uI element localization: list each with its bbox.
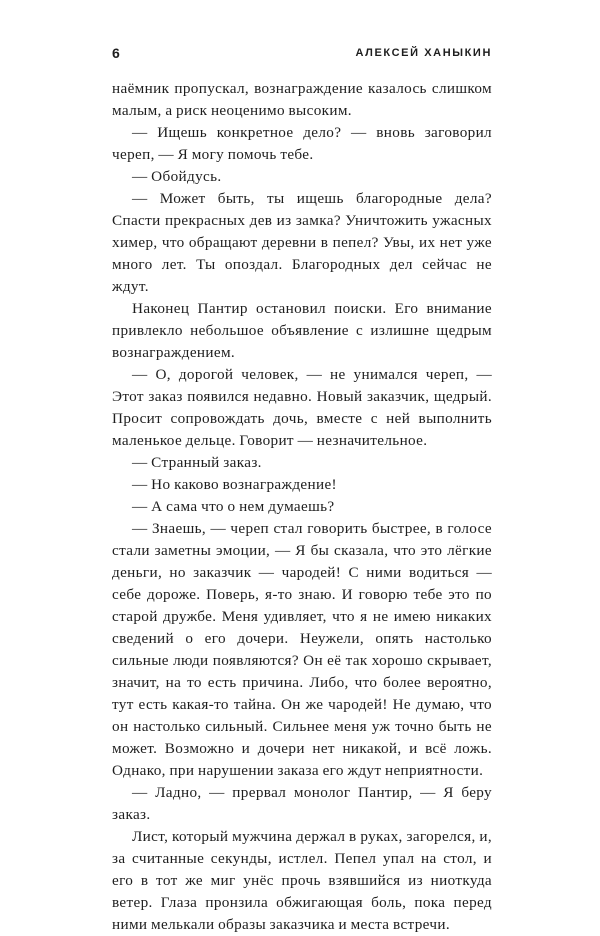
paragraph: — Ищешь конкретное дело? — вновь заговорил череп, — Я могу помочь тебе. — [112, 124, 492, 163]
body-text — [112, 78, 492, 936]
paragraph: — Но каково вознаграждение! — [132, 476, 337, 493]
paragraph: — Ладно, — прервал монолог Пантир, — Я беру заказ. — [112, 784, 492, 823]
page-number: 6 — [112, 45, 120, 61]
running-head — [112, 44, 492, 66]
paragraph: Лист, который мужчина держал в руках, загорелся, и, за считанные секунды, истлел. Пепел упал на стол, и его в тот же миг унёс прочь взявшийся из ниоткуда ветер. Глаза пронзила обжигающая боль, пока перед ними мелькали образы заказчика и места встречи. — [112, 828, 492, 933]
paragraph: — Знаешь, — череп стал говорить быстрее, в голосе стали заметны эмоции, — Я бы сказала, что это лёгкие деньги, но заказчик — чародей! С ними водиться — себе дороже. Поверь, я-то знаю. И говорю тебе это по старой дружбе. Меня удивляет, что я не имею никаких сведений о его дочери. Неужели, опять настолько сильные люди появляются? Он её так хорошо скрывает, значит, на то есть причина. Либо, что более вероятно, тут есть какая-то тайна. Он же чародей! Не думаю, что он настолько сильный. Сильнее меня уж точно быть не может. Возможно и дочери нет никакой, и всё ложь. Однако, при нарушении заказа его ждут неприятности. — [112, 520, 492, 779]
paragraph: — О, дорогой человек, — не унимался череп, — Этот заказ появился недавно. Новый заказчик, щедрый. Просит сопровождать дочь, вместе с ней выполнить маленькое дельце. Говорит — незначительное. — [112, 366, 492, 449]
paragraph: наёмник пропускал, вознаграждение казалось слишком малым, а риск неоценимо высоким. — [112, 80, 492, 119]
paragraph: — Обойдусь. — [132, 168, 222, 185]
author-name: АЛЕКСЕЙ ХАНЫКИН — [355, 47, 492, 59]
paragraph: — А сама что о нем думаешь? — [132, 498, 335, 515]
paragraph: — Может быть, ты ищешь благородные дела? Спасти прекрасных дев из замка? Уничтожить ужасных химер, что обращают деревни в пепел? Увы, их нет уже много лет. Ты опоздал. Благородных дел сейчас не ждут. — [112, 190, 492, 295]
paragraph: — Странный заказ. — [132, 454, 262, 471]
paragraph: Наконец Пантир остановил поиски. Его внимание привлекло небольшое объявление с излишне щедрым вознаграждением. — [112, 300, 492, 361]
